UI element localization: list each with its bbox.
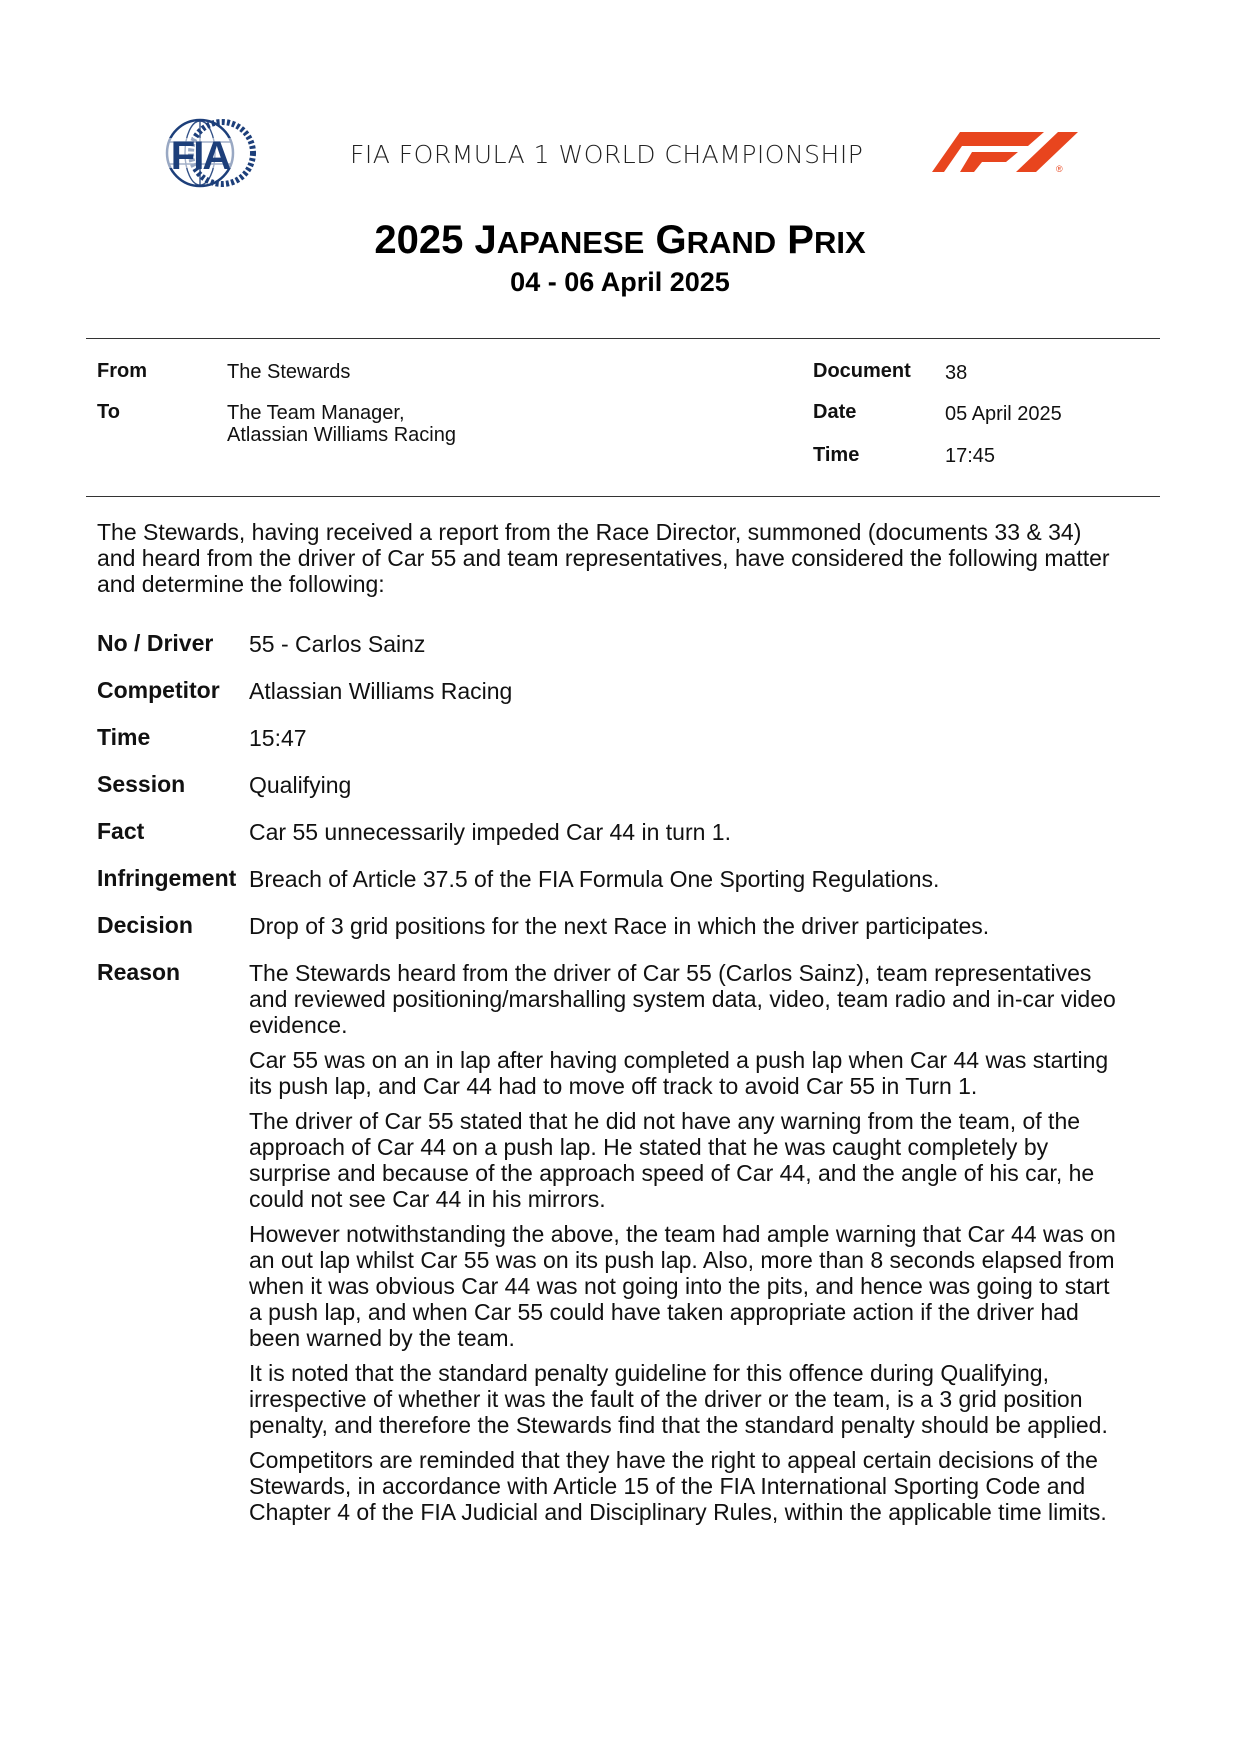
competitor-label: Competitor (97, 677, 220, 703)
title-year: 2025 (374, 218, 464, 262)
intro-line: and heard from the driver of Car 55 and team representatives, have considered the following matter (97, 545, 1110, 571)
reason-label: Reason (97, 959, 181, 985)
fact-label: Fact (97, 818, 145, 844)
reason-paragraph-6: Competitors are reminded that they have the right to appeal certain decisions of the Stewards, in accordance with Article 15 of the FIA International Sporting Code and Chapter 4 of the FIA Judicial and Disciplinary Rules, within the applicable time limits. (249, 1447, 1107, 1525)
from-label: From (97, 360, 147, 382)
svg-text:®: ® (1056, 164, 1063, 174)
reason-paragraph-4: However notwithstanding the above, the team had ample warning that Car 44 was on an out lap whilst Car 55 was on its push lap. Also, more than 8 seconds elapsed from when it was obvious Car 44 was not going into the pits, and hence was going to start a push lap, and when Car 55 could have taken appropriate action if the driver had been warned by the team. (249, 1221, 1116, 1351)
title-word-prix: PRIX (787, 218, 866, 262)
event-title (0, 218, 1240, 263)
reason-paragraph-5: It is noted that the standard penalty guideline for this offence during Qualifying, irrespective of whether it was the fault of the driver or the team, is a 3 grid position penalty, and therefore the Stewards find that the standard penalty should be applied. (249, 1360, 1108, 1438)
event-dates: 04 - 06 April 2025 (510, 267, 730, 297)
fact-value: Car 55 unnecessarily impeded Car 44 in turn 1. (249, 819, 731, 845)
decision-label: Decision (97, 912, 193, 938)
document-value: 38 (945, 362, 968, 384)
session-value: Qualifying (249, 772, 352, 798)
reason-body (249, 960, 1149, 1534)
reason-paragraph-2: Car 55 was on an in lap after having completed a push lap when Car 44 was starting its push lap, and Car 44 had to move off track to avoid Car 55 in Turn 1. (249, 1047, 1109, 1099)
championship-title: FIA FORMULA 1 WORLD CHAMPIONSHIP (350, 140, 864, 169)
date-value: 05 April 2025 (945, 403, 1062, 425)
intro-line: and determine the following: (97, 571, 385, 597)
to-value (227, 402, 456, 446)
to-line-2: Atlassian Williams Racing (227, 424, 456, 446)
reason-paragraph-1: The Stewards heard from the driver of Car 55 (Carlos Sainz), team representatives and reviewed positioning/marshalling system data, video, team radio and in-car video evidence. (249, 960, 1116, 1038)
time-value: 17:45 (945, 445, 996, 467)
time-label: Time (813, 444, 860, 466)
date-label: Date (813, 401, 857, 423)
decision-value: Drop of 3 grid positions for the next Race in which the driver participates. (249, 913, 990, 939)
fia-logo-text: FIA (170, 134, 230, 178)
time-field-value: 15:47 (249, 725, 307, 751)
fia-logo-icon (158, 118, 264, 188)
competitor-value: Atlassian Williams Racing (249, 678, 513, 704)
time-field-label: Time (97, 724, 151, 750)
session-label: Session (97, 771, 186, 797)
header-divider-bottom (86, 496, 1160, 497)
header-divider-top (86, 338, 1160, 339)
driver-value: 55 - Carlos Sainz (249, 631, 426, 657)
driver-label: No / Driver (97, 630, 214, 656)
title-word-grand: GRAND (655, 218, 777, 262)
intro-paragraph (97, 519, 1157, 597)
reason-paragraph-3: The driver of Car 55 stated that he did not have any warning from the team, of the approach of Car 44 on a push lap. He stated that he was caught completely by surprise and because of the approach speed of Car 44, and the angle of his car, he could not see Car 44 in his mirrors. (249, 1108, 1095, 1212)
from-value: The Stewards (227, 361, 351, 383)
to-line-1: The Team Manager, (227, 402, 405, 424)
document-label: Document (813, 360, 911, 382)
infringement-label: Infringement (97, 865, 237, 891)
title-word-japanese: JAPANESE (474, 218, 645, 262)
infringement-value: Breach of Article 37.5 of the FIA Formula One Sporting Regulations. (249, 866, 940, 892)
to-label: To (97, 401, 120, 423)
intro-line: The Stewards, having received a report from the Race Director, summoned (documents 33 & 34) (97, 519, 1082, 545)
f1-logo-icon (932, 130, 1082, 174)
